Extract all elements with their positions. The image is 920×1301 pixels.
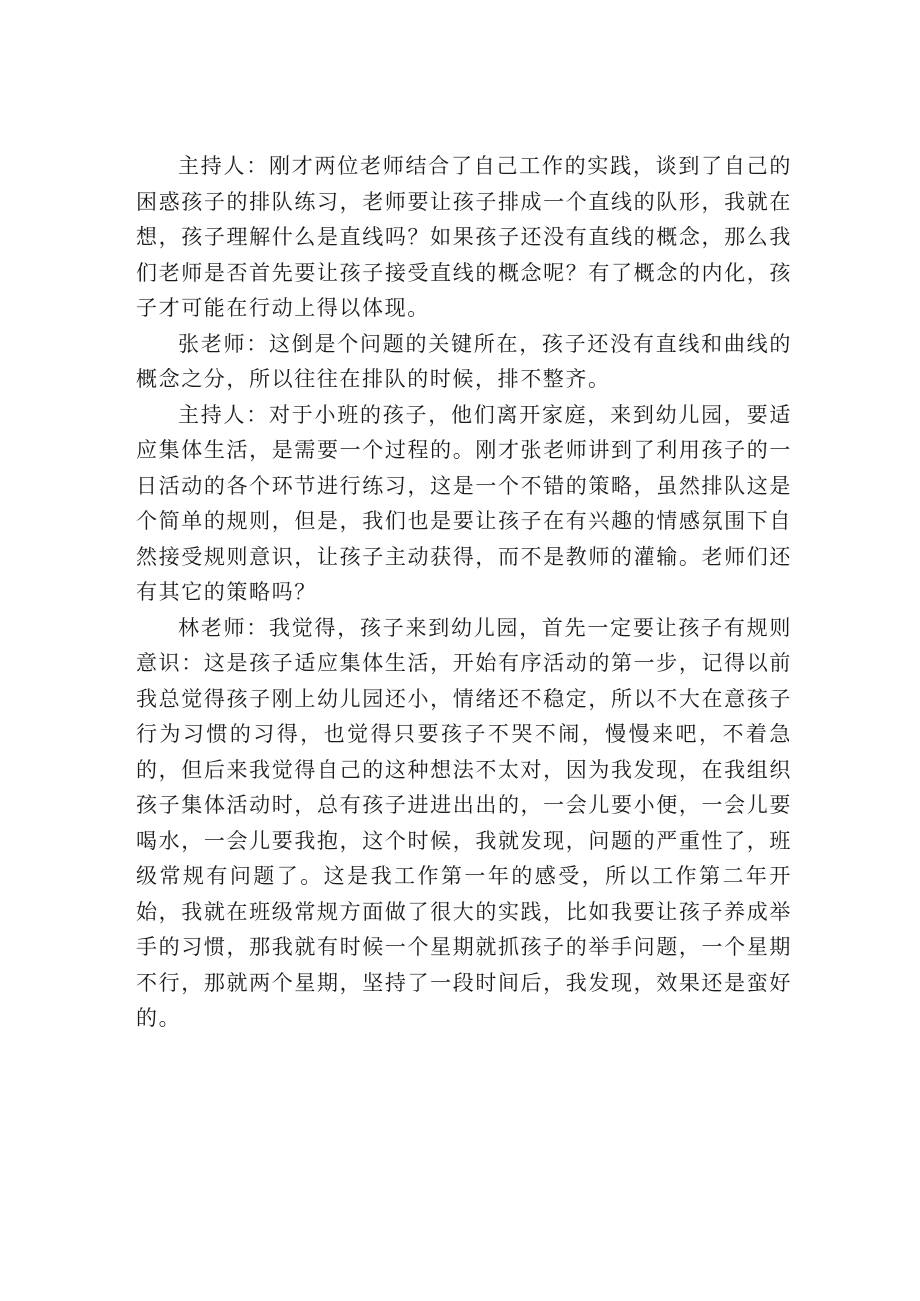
- document-body: [136, 149, 792, 1037]
- paragraph-host-2: 主持人：对于小班的孩子，他们离开家庭，来到幼儿园，要适应集体生活，是需要一个过程的。刚才张老师讲到了利用孩子的一日活动的各个环节进行练习，这是一个不错的策略，虽然排队这是个简单的规则，但是，我们也是要让孩子在有兴趣的情感氛围下自然接受规则意识，让孩子主动获得，而不是教师的灌输。老师们还有其它的策略吗？: [136, 402, 792, 604]
- paragraph-teacher-lin: 林老师：我觉得，孩子来到幼儿园，首先一定要让孩子有规则意识：这是孩子适应集体生活，开始有序活动的第一步，记得以前我总觉得孩子刚上幼儿园还小，情绪还不稳定，所以不大在意孩子行为习惯的习得，也觉得只要孩子不哭不闹，慢慢来吧，不着急的，但后来我觉得自己的这种想法不太对，因为我发现，在我组织孩子集体活动时，总有孩子进进出出的，一会儿要小便，一会儿要喝水，一会儿要我抱，这个时候，我就发现，问题的严重性了，班级常规有问题了。这是我工作第一年的感受，所以工作第二年开始，我就在班级常规方面做了很大的实践，比如我要让孩子养成举手的习惯，那我就有时候一个星期就抓孩子的举手问题，一个星期不行，那就两个星期，坚持了一段时间后，我发现，效果还是蛮好的。: [136, 615, 792, 1030]
- paragraph-host-1: 主持人：刚才两位老师结合了自己工作的实践，谈到了自己的困惑孩子的排队练习，老师要让孩子排成一个直线的队形，我就在想，孩子理解什么是直线吗？如果孩子还没有直线的概念，那么我们老师是否首先要让孩子接受直线的概念呢？有了概念的内化，孩子才可能在行动上得以体现。: [136, 154, 792, 320]
- paragraph-teacher-zhang: 张老师：这倒是个问题的关键所在，孩子还没有直线和曲线的概念之分，所以往往在排队的时候，排不整齐。: [136, 331, 792, 391]
